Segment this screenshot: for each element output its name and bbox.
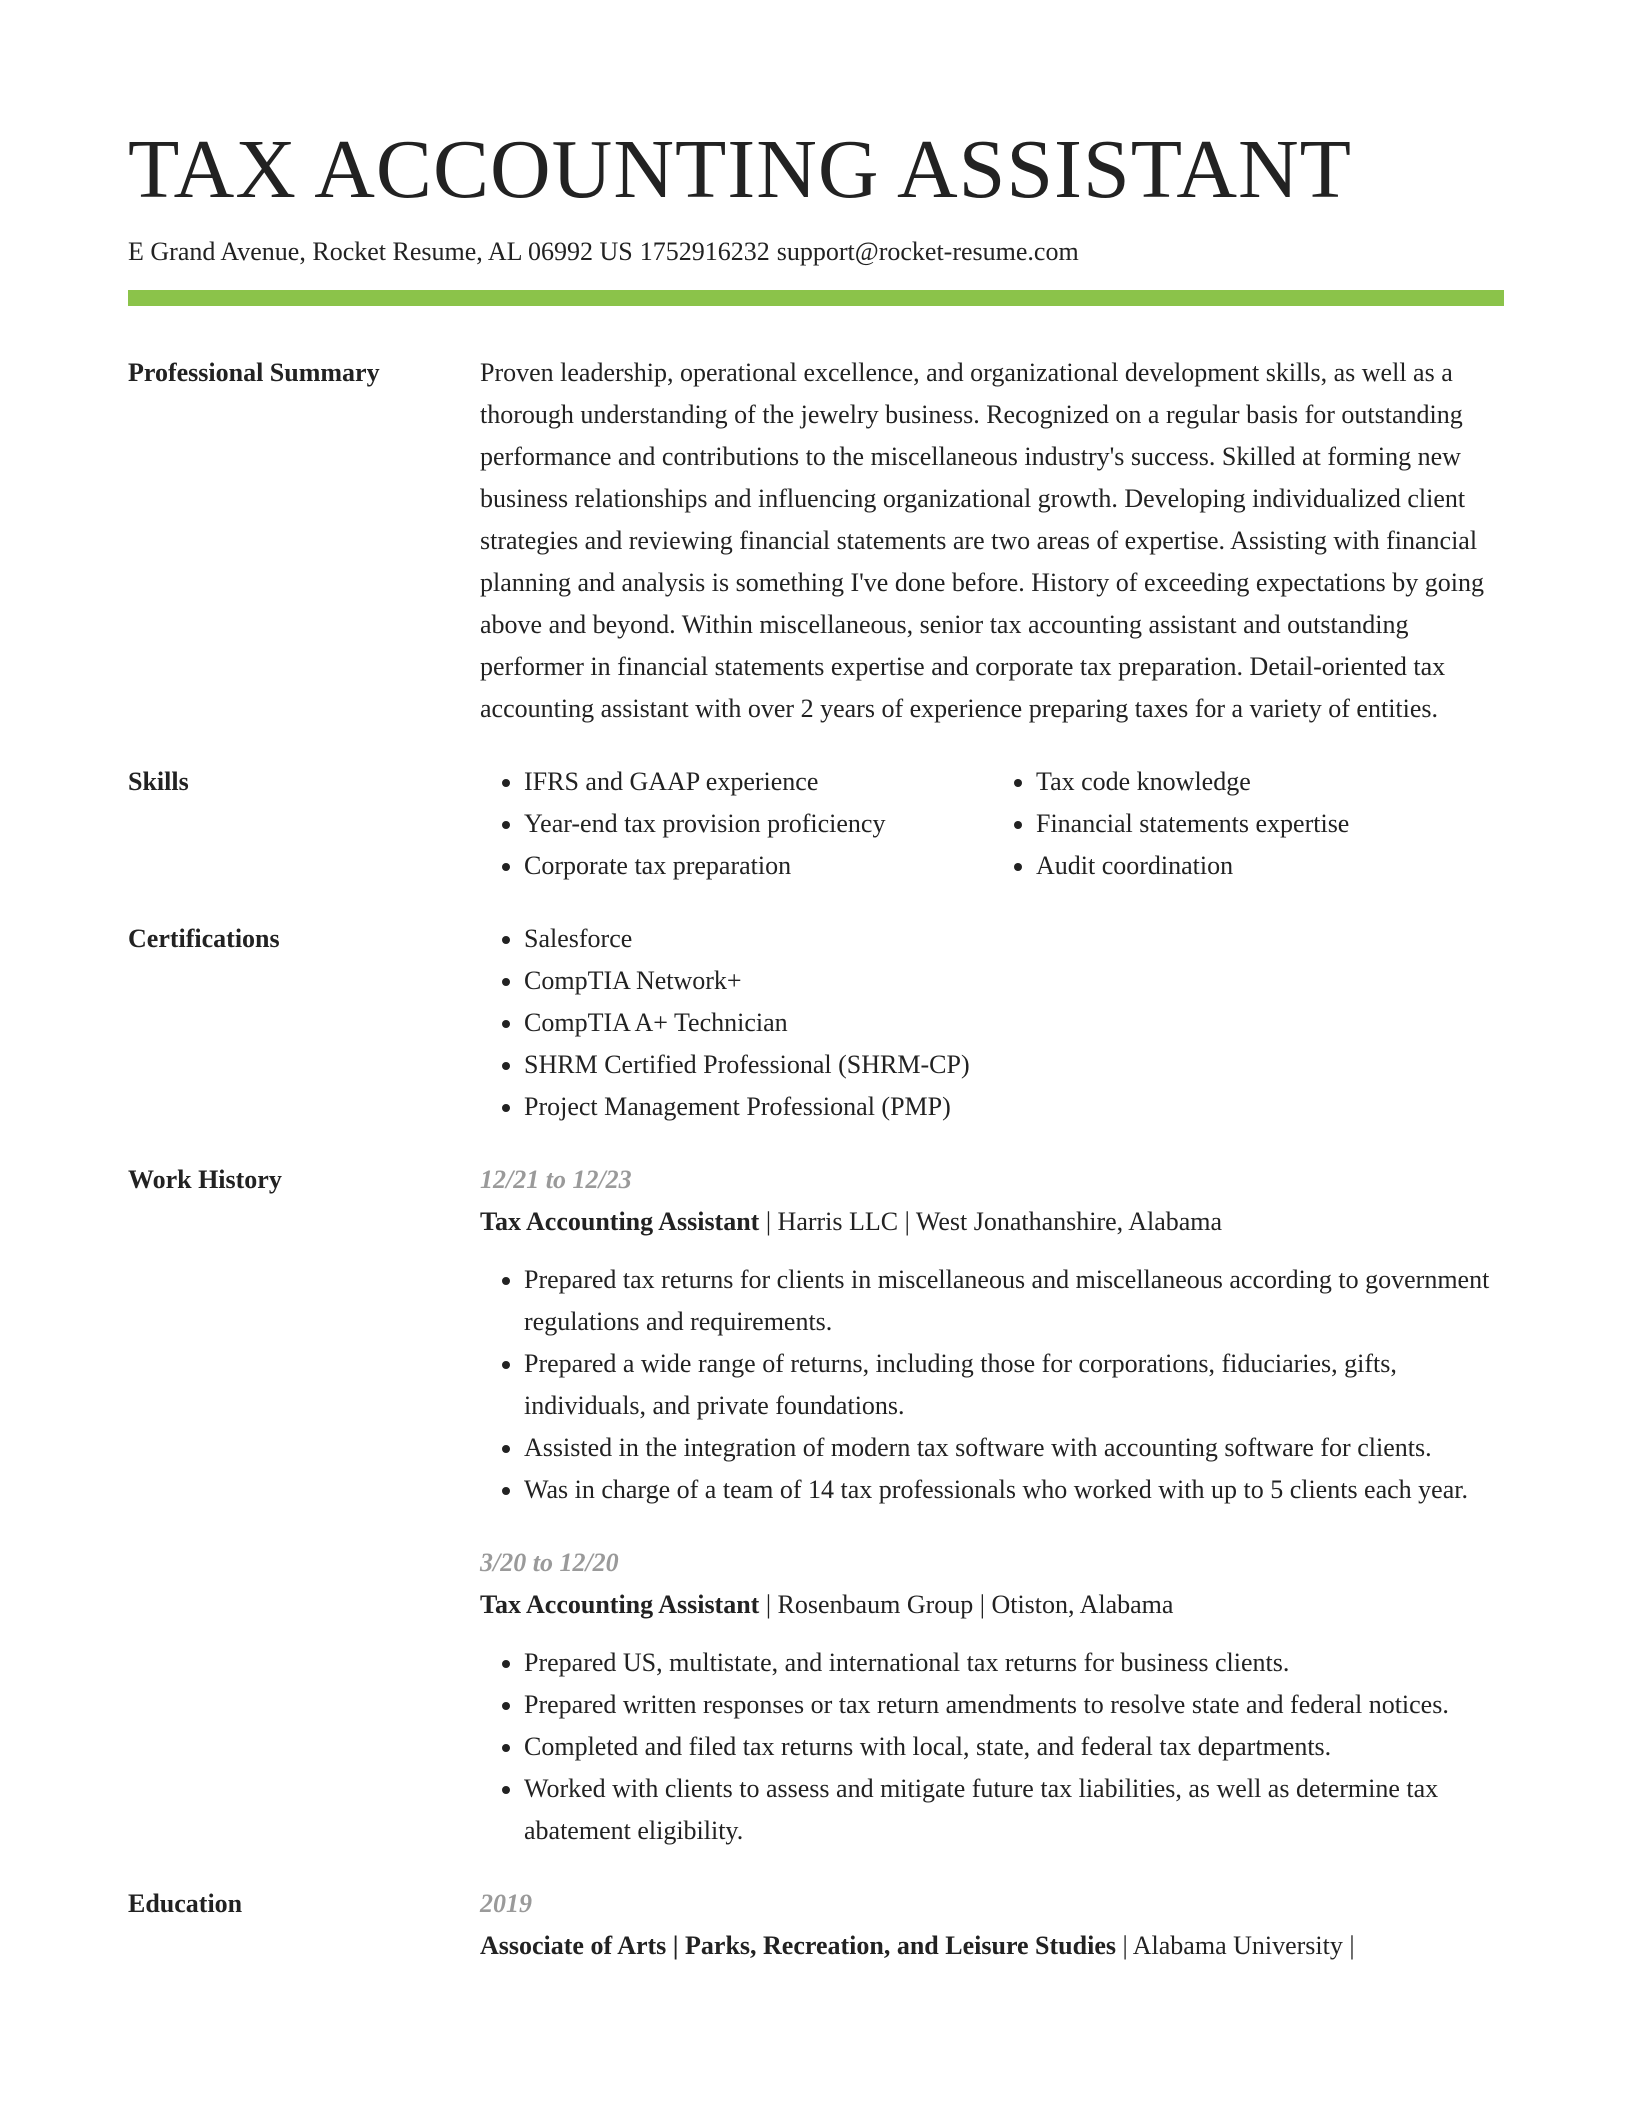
- job-bullet: • Was in charge of a team of 14 tax professionals who worked with up to 5 clients each year.: [524, 1469, 1504, 1511]
- skills-section: [128, 761, 1504, 887]
- job-entry: [480, 1159, 1504, 1511]
- job-bullet: • Prepared written responses or tax return amendments to resolve state and federal notices.: [524, 1684, 1504, 1726]
- job-details: | Rosenbaum Group | Otiston, Alabama: [759, 1590, 1174, 1619]
- contact-line: [128, 236, 1504, 268]
- summary-body: [480, 352, 1504, 730]
- education-degree: Associate of Arts: [480, 1931, 667, 1960]
- skill-item: • IFRS and GAAP experience: [524, 761, 992, 803]
- education-label: Education: [128, 1889, 243, 1918]
- contact-email: support@rocket-resume.com: [776, 237, 1079, 266]
- certifications-body: [480, 918, 1504, 1128]
- certification-item: • Project Management Professional (PMP): [524, 1086, 1504, 1128]
- skills-body: [480, 761, 1504, 887]
- job-bullets: [480, 1259, 1504, 1511]
- skill-item: • Tax code knowledge: [1036, 761, 1504, 803]
- education-body: [480, 1883, 1504, 1967]
- summary-label: Professional Summary: [128, 358, 380, 387]
- certification-item: • SHRM Certified Professional (SHRM-CP): [524, 1044, 1504, 1086]
- education-section: [128, 1883, 1504, 1967]
- education-heading: Associate of Arts | Parks, Recreation, and Leisure Studies | Alabama University |: [480, 1931, 1355, 1960]
- resume-title: TAX ACCOUNTING ASSISTANT: [128, 123, 1352, 216]
- job-bullet: • Prepared US, multistate, and international tax returns for business clients.: [524, 1642, 1504, 1684]
- summary-text: Proven leadership, operational excellence, and organizational development skills, as well as a thorough understanding of the jewelry business. Recognized on a regular basis for outstanding performance and contributions to the miscellaneous industry's success. Skilled at forming new business relationships and influencing organizational growth. Developing individualized client strategies and reviewing financial statements are two areas of expertise. Assisting with financial planning and analysis is something I've done before. History of exceeding expectations by going above and beyond. Within miscellaneous, senior tax accounting assistant and outstanding performer in financial statements expertise and corporate tax preparation. Detail-oriented tax accounting assistant with over 2 years of experience preparing taxes for a variety of entities.: [480, 358, 1484, 723]
- work-label: Work History: [128, 1165, 282, 1194]
- summary-section: [128, 352, 1504, 730]
- skill-item: • Financial statements expertise: [1036, 803, 1504, 845]
- skills-list-left: [480, 761, 992, 887]
- job-bullet: • Worked with clients to assess and mitigate future tax liabilities, as well as determine tax abatement eligibility.: [524, 1768, 1504, 1852]
- skill-item: • Year-end tax provision proficiency: [524, 803, 992, 845]
- skill-item: • Audit coordination: [1036, 845, 1504, 887]
- skills-label: Skills: [128, 767, 189, 796]
- skills-list-right: [992, 761, 1504, 887]
- job-bullet: • Prepared a wide range of returns, including those for corporations, fiduciaries, gifts, individuals, and private foundations.: [524, 1343, 1504, 1427]
- work-section: [128, 1159, 1504, 1852]
- certification-item: • Salesforce: [524, 918, 1504, 960]
- skill-item: • Corporate tax preparation: [524, 845, 992, 887]
- resume-page: [128, 0, 1504, 1967]
- certifications-list: [480, 918, 1504, 1128]
- education-field: Parks, Recreation, and Leisure Studies: [685, 1931, 1116, 1960]
- job-title: Tax Accounting Assistant: [480, 1207, 760, 1236]
- education-school: Alabama University: [1132, 1931, 1343, 1960]
- contact-address: E Grand Avenue, Rocket Resume, AL 06992 US: [128, 237, 633, 266]
- accent-divider: [128, 290, 1504, 306]
- job-dates: 12/21 to 12/23: [480, 1165, 632, 1194]
- job-bullet: • Prepared tax returns for clients in miscellaneous and miscellaneous according to government regulations and requirements.: [524, 1259, 1504, 1343]
- job-bullets: [480, 1642, 1504, 1852]
- job-heading: [480, 1201, 1504, 1243]
- certifications-section: [128, 918, 1504, 1128]
- job-heading: [480, 1584, 1504, 1626]
- job-entry: [480, 1542, 1504, 1852]
- certifications-label: Certifications: [128, 924, 280, 953]
- job-bullet: • Assisted in the integration of modern tax software with accounting software for clients.: [524, 1427, 1504, 1469]
- job-details: | Harris LLC | West Jonathanshire, Alabama: [759, 1207, 1223, 1236]
- certification-item: • CompTIA A+ Technician: [524, 1002, 1504, 1044]
- education-year: 2019: [480, 1889, 532, 1918]
- job-bullet: • Completed and filed tax returns with local, state, and federal tax departments.: [524, 1726, 1504, 1768]
- job-dates: 3/20 to 12/20: [480, 1548, 619, 1577]
- certification-item: • CompTIA Network+: [524, 960, 1504, 1002]
- contact-phone: 1752916232: [639, 237, 770, 266]
- job-title: Tax Accounting Assistant: [480, 1590, 760, 1619]
- work-body: [480, 1159, 1504, 1852]
